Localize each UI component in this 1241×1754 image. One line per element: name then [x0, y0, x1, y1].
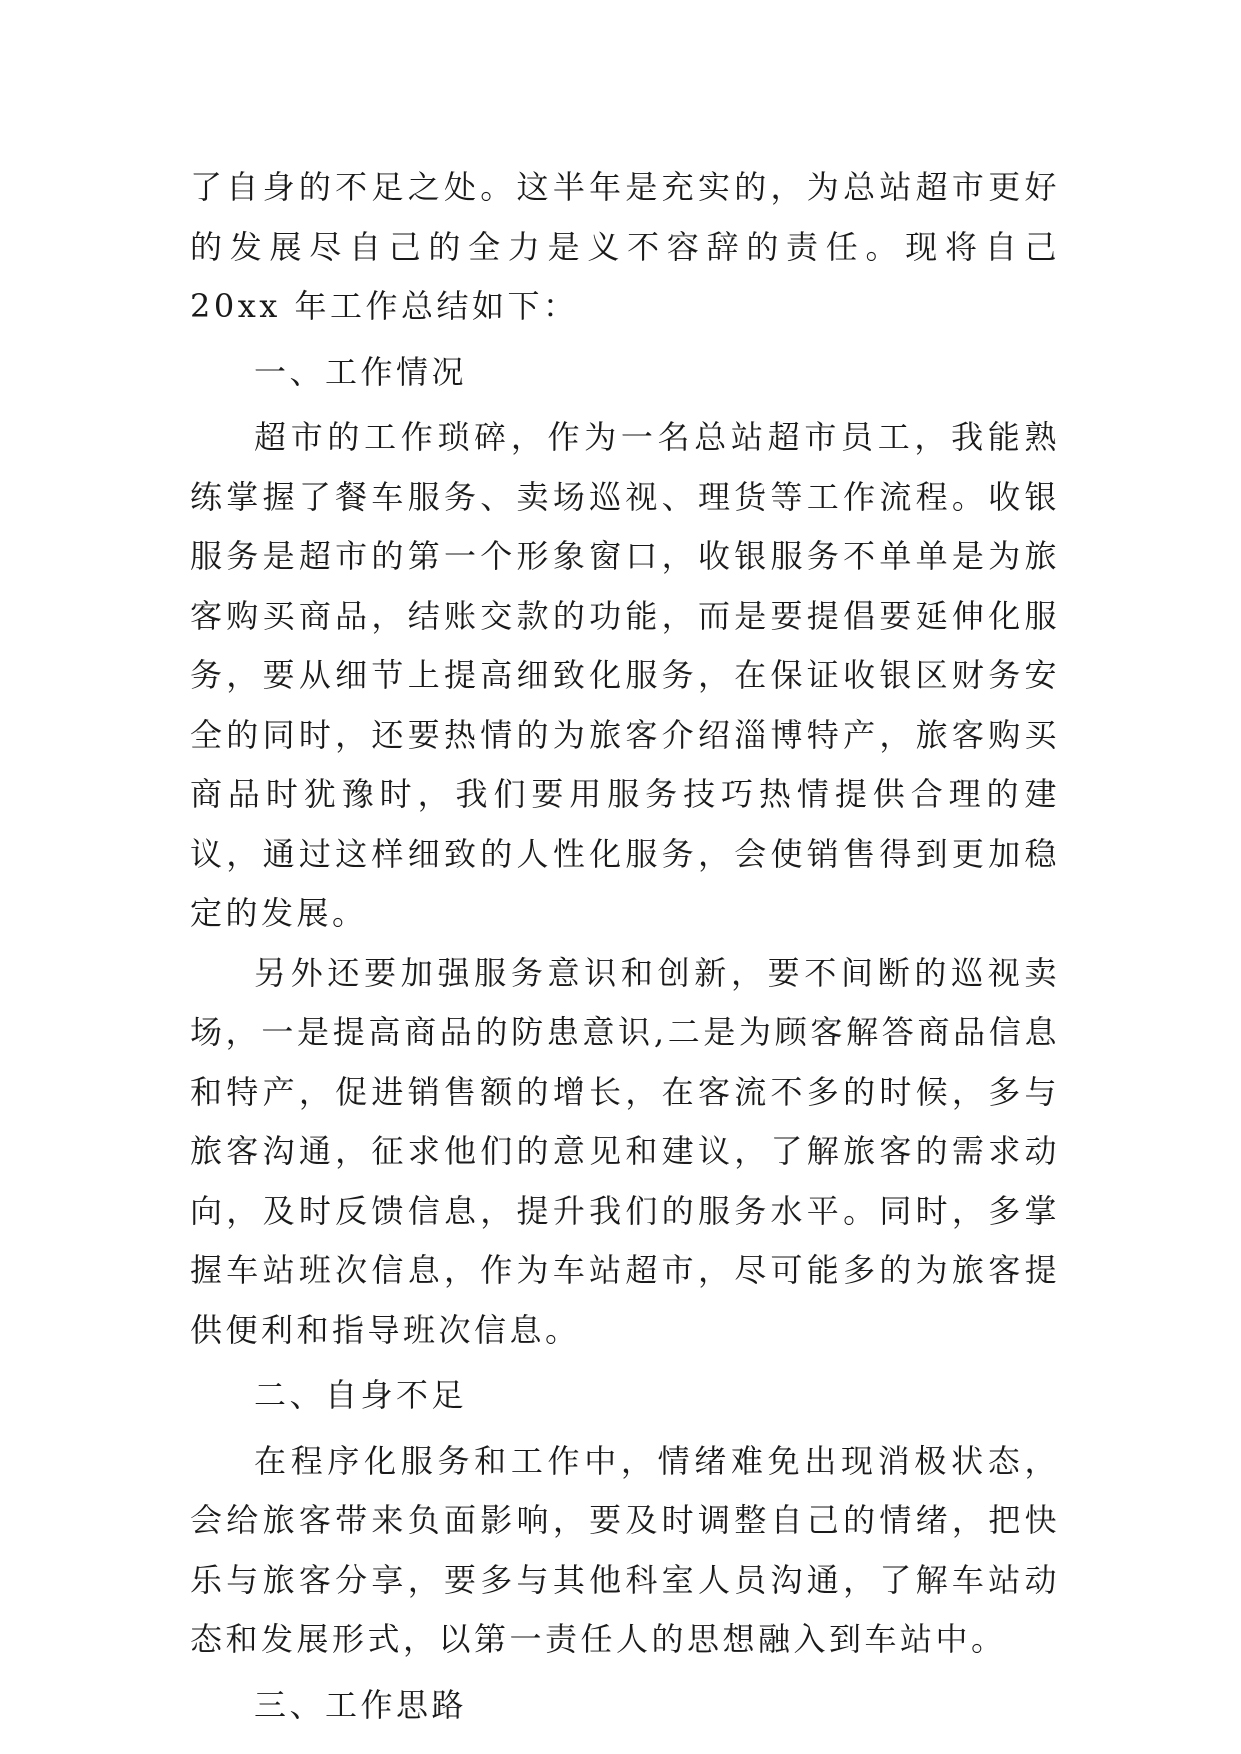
paragraph-cashier-service: 超市的工作琐碎，作为一名总站超市员工，我能熟练掌握了餐车服务、卖场巡视、理货等工作流程。收银服务是超市的第一个形象窗口，收银服务不单单是为旅客购买商品，结账交款的功能，而是要提倡要延伸化服务，要从细节上提高细致化服务，在保证收银区财务安全的同时，还要热情的为旅客介绍淄博特产，旅客购买商品时犹豫时，我们要用服务技巧热情提供合理的建议，通过这样细致的人性化服务，会使销售得到更加稳定的发展。: [190, 418, 1060, 932]
section-heading-work-status: 一、工作情况: [254, 352, 468, 391]
paragraph-continuation: 了自身的不足之处。这半年是充实的，为总站超市更好的发展尽自己的全力是义不容辞的责任。现将自己 20xx 年工作总结如下：: [190, 168, 1060, 325]
paragraph-service-awareness: 另外还要加强服务意识和创新，要不间断的巡视卖场，一是提高商品的防患意识,二是为顾客解答商品信息和特产，促进销售额的增长，在客流不多的时候，多与旅客沟通，征求他们的意见和建议，了解旅客的需求动向，及时反馈信息，提升我们的服务水平。同时，多掌握车站班次信息，作为车站超市，尽可能多的为旅客提供便利和指导班次信息。: [190, 953, 1060, 1349]
section-heading-work-ideas: 三、工作思路: [254, 1685, 468, 1724]
paragraph-shortcomings: 在程序化服务和工作中，情绪难免出现消极状态，会给旅客带来负面影响，要及时调整自己的情绪，把快乐与旅客分享，要多与其他科室人员沟通，了解车站动态和发展形式，以第一责任人的思想融入到车站中。: [190, 1441, 1060, 1658]
document-body: [190, 158, 1060, 1741]
section-heading-shortcomings: 二、自身不足: [254, 1376, 468, 1414]
